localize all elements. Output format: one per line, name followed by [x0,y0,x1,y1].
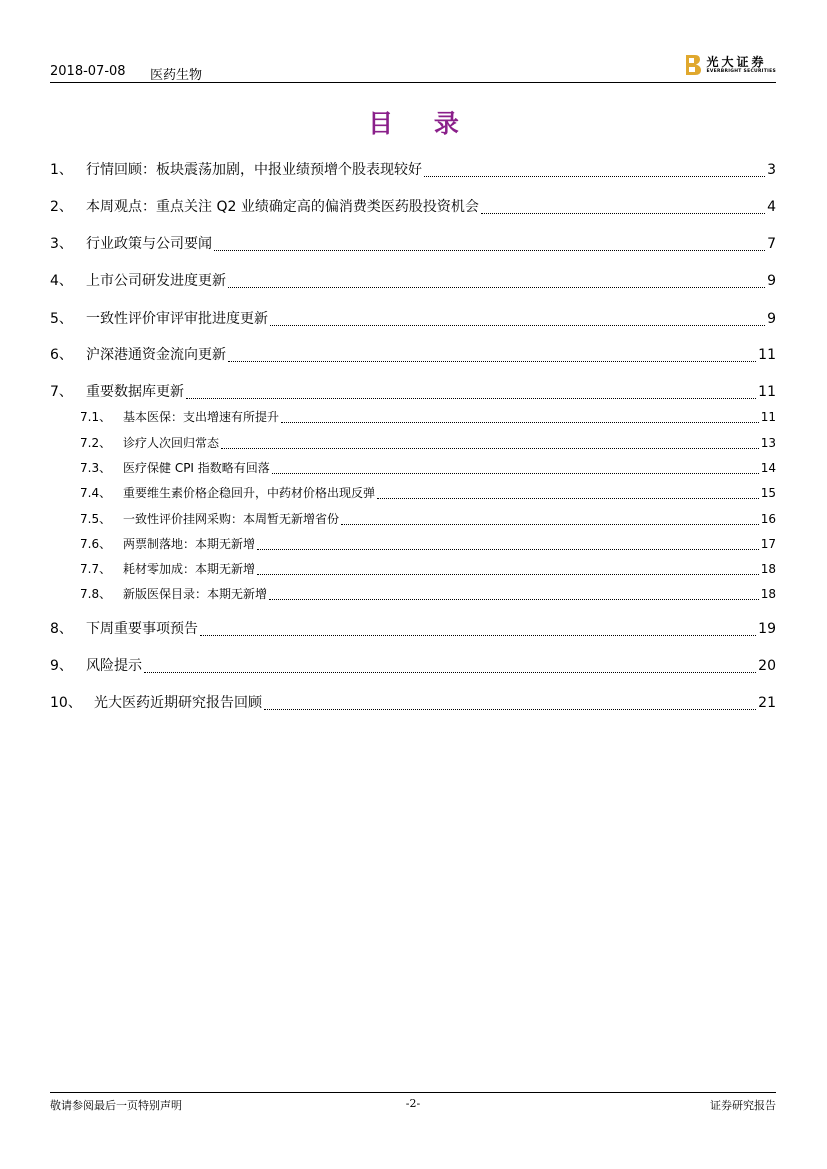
report-date: 2018-07-08 [50,64,126,79]
toc-subentry-title: 一致性评价挂网采购：本周暂无新增省份 [123,512,340,526]
toc-subentry-page: 13 [760,436,776,450]
toc-subentry[interactable] [50,434,776,452]
company-logo [685,54,776,76]
toc-subentry-number: 7.6、 [80,537,112,551]
toc-entry-page: 20 [758,658,776,674]
toc-entry[interactable] [50,655,776,677]
toc-subentry-title: 耗材零加成：本期无新增 [123,562,256,576]
page-header [50,55,776,83]
toc-entry-page: 9 [767,311,776,327]
logo-text-en: EVERBRIGHT SECURITIES [706,69,776,74]
toc-entry-title: 行业政策与公司要闻 [86,236,212,252]
toc-leader-dots [377,497,759,499]
toc-subentry-title: 医疗保健 CPI 指数略有回落 [123,461,270,475]
toc-entry-title: 风险提示 [86,658,142,674]
toc-entry[interactable] [50,308,776,330]
toc-subentry[interactable] [50,510,776,528]
toc-subentry-title: 两票制落地：本期无新增 [123,537,256,551]
toc-leader-dots [228,286,765,288]
toc-title: 目 录 [368,109,475,138]
toc-leader-dots [186,397,756,399]
toc-entry-number: 10、 [50,695,82,711]
toc-leader-dots [200,634,756,636]
toc-leader-dots [281,421,759,423]
toc-subentry[interactable] [50,585,776,603]
toc-subentry-page: 17 [760,537,776,551]
toc-subentry-number: 7.5、 [80,512,112,526]
toc-subentry-page: 14 [760,461,776,475]
toc-leader-dots [481,212,765,214]
toc-entry-title: 本周观点：重点关注 Q2 业绩确定高的偏消费类医药股投资机会 [86,199,479,215]
toc-subentry-number: 7.4、 [80,486,112,500]
toc-subentry-number: 7.2、 [80,436,112,450]
toc-leader-dots [264,708,756,710]
toc-leader-dots [424,175,765,177]
toc-subentry[interactable] [50,484,776,502]
toc-subentry-title: 重要维生素价格企稳回升，中药材价格出现反弹 [123,486,376,500]
toc-leader-dots [257,573,759,575]
toc-subentry[interactable] [50,408,776,426]
toc-entry[interactable] [50,381,776,403]
toc-entry[interactable] [50,692,776,714]
toc-entry-number: 9、 [50,658,73,674]
toc-entry-title: 沪深港通资金流向更新 [86,347,226,363]
footer-divider [50,1092,776,1093]
toc-subentry-number: 7.3、 [80,461,112,475]
toc-leader-dots [257,548,759,550]
toc-entry-title: 一致性评价审评审批进度更新 [86,311,268,327]
toc-leader-dots [221,447,759,449]
toc-entry-page: 11 [758,347,776,363]
toc-entry-number: 5、 [50,311,73,327]
report-type: 证券研究报告 [710,1099,776,1112]
toc-subentry[interactable] [50,535,776,553]
toc-subentry-page: 11 [760,410,776,424]
header-divider [50,82,776,83]
toc-entry-page: 11 [758,384,776,400]
toc-leader-dots [270,324,765,326]
toc-entry-title: 重要数据库更新 [86,384,184,400]
toc-subentry-number: 7.1、 [80,410,112,424]
logo-text-cn: 光大证券 [706,55,767,69]
toc-subentry-page: 18 [760,587,776,601]
page-footer [50,1097,776,1115]
toc-entry-page: 3 [767,162,776,178]
toc-entry-number: 7、 [50,384,73,400]
toc-subentry-page: 18 [760,562,776,576]
logo-mark-icon [685,54,701,76]
toc-entry-page: 4 [767,199,776,215]
toc-subentry[interactable] [50,459,776,477]
toc-entry-title: 光大医药近期研究报告回顾 [94,695,262,711]
toc-entry-number: 3、 [50,236,73,252]
toc-entry-number: 4、 [50,273,73,289]
toc-leader-dots [214,249,765,251]
toc-entry-title: 行情回顾：板块震荡加剧，中报业绩预增个股表现较好 [86,162,422,178]
toc-entry-title: 上市公司研发进度更新 [86,273,226,289]
toc-entry-page: 7 [767,236,776,252]
toc-entry-number: 2、 [50,199,73,215]
toc-leader-dots [228,360,756,362]
toc-entry-number: 1、 [50,162,73,178]
toc-entry-title: 下周重要事项预告 [86,621,198,637]
toc-leader-dots [269,598,759,600]
disclaimer-note: 敬请参阅最后一页特别声明 [50,1099,182,1112]
page-number: -2- [405,1097,421,1110]
toc-subentry[interactable] [50,560,776,578]
toc-entry-number: 6、 [50,347,73,363]
toc-subentry-title: 新版医保目录：本期无新增 [123,587,268,601]
industry-label: 医药生物 [150,68,203,83]
toc-subentry-title: 诊疗人次回归常态 [123,436,220,450]
toc-entry-number: 8、 [50,621,73,637]
toc-entry[interactable] [50,344,776,366]
toc-entry[interactable] [50,618,776,640]
toc-leader-dots [272,472,759,474]
toc-entry-page: 19 [758,621,776,637]
toc-subentry-page: 15 [760,486,776,500]
toc-subentry-page: 16 [760,512,776,526]
toc-leader-dots [341,523,759,525]
toc-subentry-title: 基本医保：支出增速有所提升 [123,410,280,424]
toc-entry-page: 9 [767,273,776,289]
toc-entry[interactable] [50,233,776,255]
toc-leader-dots [144,671,756,673]
toc-entry[interactable] [50,159,776,181]
toc-entry-page: 21 [758,695,776,711]
toc-subentry-number: 7.7、 [80,562,112,576]
toc-entry[interactable] [50,270,776,292]
toc-entry[interactable] [50,196,776,218]
toc-subentry-number: 7.8、 [80,587,112,601]
